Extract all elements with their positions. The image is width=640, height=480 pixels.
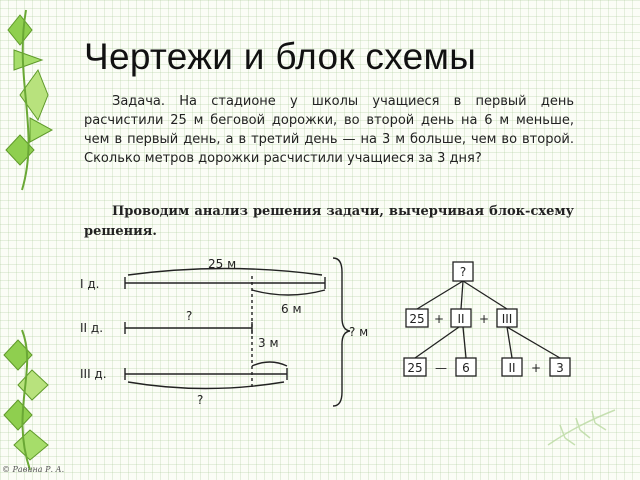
leaf-text-2: 6 — [462, 361, 470, 375]
root-text: ? — [459, 265, 467, 279]
day2-label: II д. — [80, 321, 104, 335]
day3-label: III д. — [80, 367, 107, 381]
analysis-text: Проводим анализ решения задачи, вычерчивая блок-схему решения. — [84, 204, 574, 239]
copyright: © Равина Р. А. — [2, 465, 65, 474]
leaf-op-1: — — [435, 361, 447, 375]
day3-question: ? — [197, 393, 204, 407]
increase-label: 3 м — [258, 336, 279, 350]
problem-label: Задача. — [112, 94, 166, 109]
mid-text-1: 25 — [409, 312, 425, 326]
problem-body: На стадионе у школы учащиеся в первый день расчистили 25 м беговой дорожки, во второй день на 6 м меньше, чем в первый день, а в третий день — на 3 м больше, чем во второй. Сколько метров дорожки расчистили учащиеся за 3 дня? — [84, 94, 574, 166]
mid-op-1: + — [433, 312, 445, 326]
mid-text-2: II — [457, 312, 465, 326]
leaf-text-3: II — [508, 361, 516, 375]
leaf-text-4: 3 — [556, 361, 564, 375]
day1-length-label: 25 м — [208, 257, 237, 271]
slide-title: Чертежи и блок схемы — [84, 36, 477, 77]
total-question: ? м — [349, 325, 369, 339]
mid-op-2: + — [478, 312, 490, 326]
leaf-text-1: 25 — [407, 361, 423, 375]
leaf-op-2: + — [530, 361, 542, 375]
day1-label: I д. — [80, 277, 100, 291]
difference-label: 6 м — [281, 302, 302, 316]
day2-question: ? — [186, 309, 193, 323]
mid-text-3: III — [501, 312, 513, 326]
